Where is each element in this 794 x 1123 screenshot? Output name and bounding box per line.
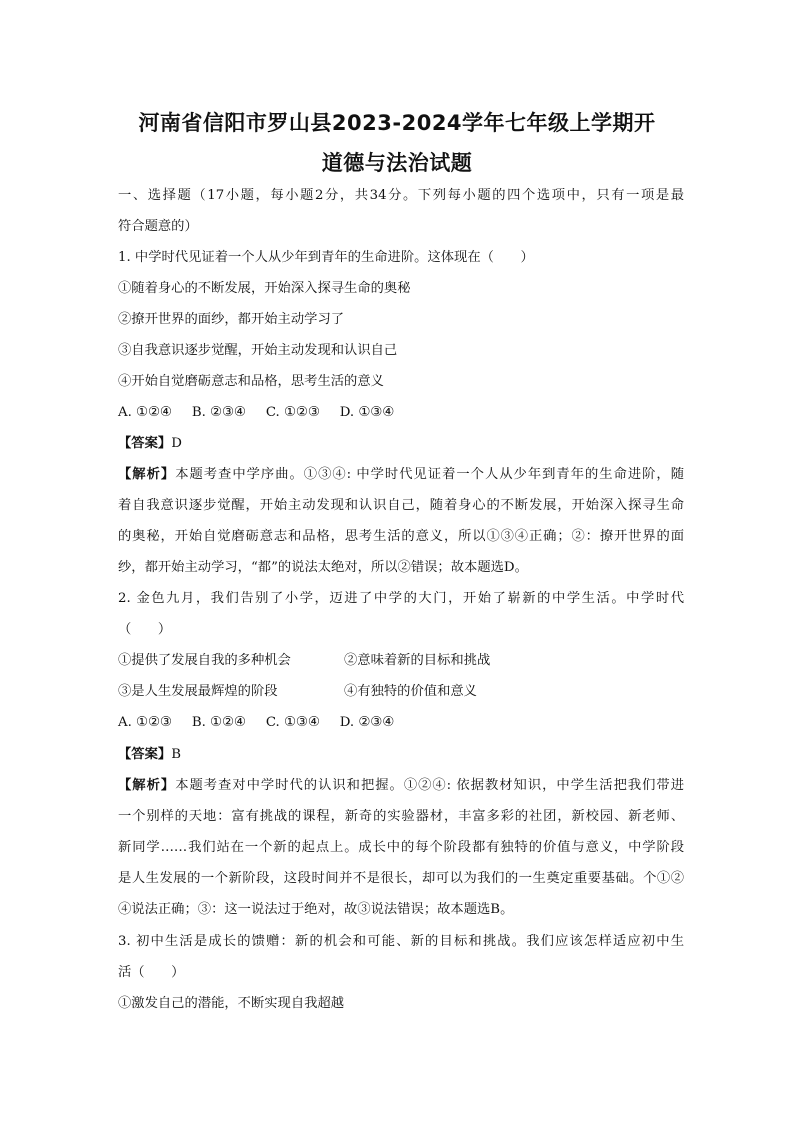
q1-item-1: ①随着身心的不断发展，开始深入探寻生命的奥秘 [118,281,411,296]
q1-options [118,404,394,422]
q3-stem-line-2: 活（ ） [118,965,185,980]
q1-answer-value: D [171,436,182,451]
q1-item-4: ④开始自觉磨砺意志和品格，思考生活的意义 [118,374,384,389]
q2-stem-line-2: （ ） [118,622,172,637]
q2-options [118,714,394,732]
q1-analysis-line-2: 着自我意识逐步觉醒，开始主动发现和认识自己，随着身心的不断发展，开始深入探寻生命 [118,498,684,513]
q2-option-a: A. ①②③ [118,715,172,730]
q2-option-c: C. ①③④ [265,715,320,730]
q3-stem-line-1: 3. 初中生活是成长的馈赠：新的机会和可能、新的目标和挑战。我们应该怎样适应初中生 [118,934,684,949]
q1-stem: 1. 中学时代见证着一个人从少年到青年的生命进阶。这体现在（ ） [118,250,534,265]
q1-analysis-line-4: 纱，都开始主动学习，“都”的说法太绝对，所以②错误；故本题选D。 [118,560,528,575]
q2-answer-value: B [171,747,181,762]
q2-option-b: B. ①②④ [191,715,246,730]
q2-option-d: D. ②③④ [339,715,395,730]
document-title-line-1: 河南省信阳市罗山县2023-2024学年七年级上学期开 [138,111,656,135]
analysis-label: 解析 [132,467,161,482]
q1-option-a: A. ①②④ [118,405,172,420]
q2-item-4: ④有独特的价值和意义 [344,684,477,699]
q2-analysis-line-1: 【解析】本题考查对中学时代的认识和把握。①②④: 依据教材知识，中学生活把我们带进 [118,778,685,793]
q1-option-b: B. ②③④ [191,405,246,420]
q2-analysis-line-3: 新同学……我们站在一个新的起点上。成长中的每个阶段都有独特的价值与意义，中学阶段 [118,840,684,855]
analysis-label: 解析 [132,778,161,793]
q2-item-1: ①提供了发展自我的多种机会 [118,653,291,668]
q2-analysis-line-2: 一个别样的天地：富有挑战的课程，新奇的实验器材，丰富多彩的社团，新校园、新老师、 [118,809,684,824]
q2-analysis-line-4: 是人生发展的一个新阶段，这段时间并不是很长，却可以为我们的一生奠定重要基础。个①② [118,871,684,886]
q1-option-c: C. ①②③ [265,405,320,420]
q2-item-3: ③是人生发展最辉煌的阶段 [118,684,278,699]
q2-stem-line-1: 2. 金色九月，我们告别了小学，迈进了中学的大门，开始了崭新的中学生活。中学时代 [118,591,684,606]
section-heading-line-1: 一、选择题（17小题，每小题2分，共34分。下列每小题的四个选项中，只有一项是最 [118,188,684,203]
q1-analysis-line-3: 的奥秘，开始自觉磨砺意志和品格，思考生活的意义，所以①③④正确；②：撩开世界的面 [118,529,684,544]
q3-item-1: ①激发自己的潜能，不断实现自我超越 [118,996,345,1011]
q1-analysis-text-1: 本题考查中学序曲。①③④: 中学时代见证着一个人从少年到青年的生命进阶，随 [175,467,685,482]
q1-option-d: D. ①③④ [339,405,395,420]
answer-label: 答案 [131,436,158,451]
section-heading-line-2: 符合题意的） [118,219,198,234]
q1-item-2: ②撩开世界的面纱，都开始主动学习了 [118,312,345,327]
q1-analysis-line-1: 【解析】本题考查中学序曲。①③④: 中学时代见证着一个人从少年到青年的生命进阶，随 [118,467,685,482]
document-title-line-2: 道德与法治试题 [321,151,473,175]
q2-item-2: ②意味着新的目标和挑战 [344,653,491,668]
q1-answer: 【答案】D [118,436,182,451]
q1-item-3: ③自我意识逐步觉醒，开始主动发现和认识自己 [118,343,398,358]
q2-analysis-text-1: 本题考查对中学时代的认识和把握。①②④: 依据教材知识，中学生活把我们带进 [175,778,685,793]
q2-analysis-line-5: ④说法正确；③：这一说法过于绝对，故③说法错误；故本题选B。 [118,902,514,917]
answer-label: 答案 [131,747,158,762]
q2-answer: 【答案】B [118,747,181,762]
